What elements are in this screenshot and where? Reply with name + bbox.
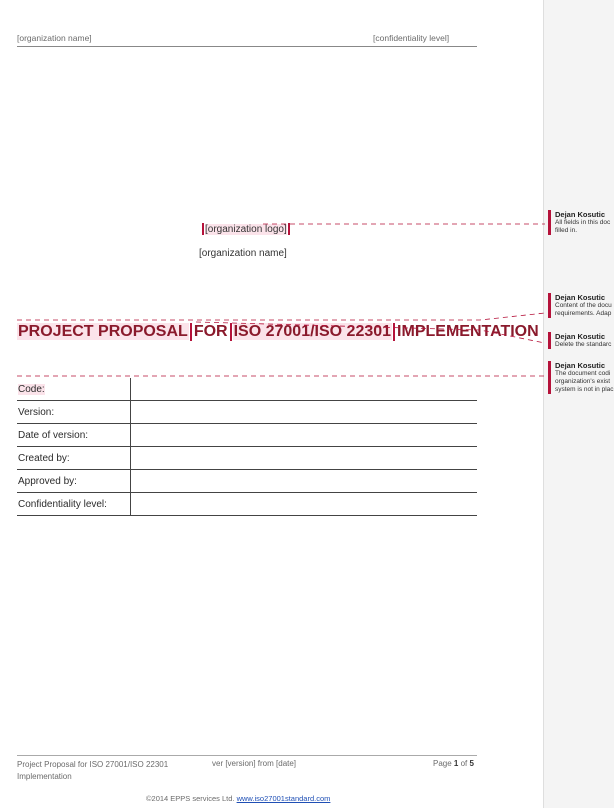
version-value-cell[interactable] xyxy=(131,401,478,424)
code-value-cell[interactable] xyxy=(131,378,478,401)
created-by-label: Created by: xyxy=(17,447,131,470)
comment-author: Dejan Kosutic xyxy=(555,293,606,302)
footer-version: ver [version] from [date] xyxy=(212,759,297,768)
table-row xyxy=(17,378,477,401)
copyright-notice xyxy=(146,794,330,803)
page-total: 5 xyxy=(469,759,474,768)
comment-author: Dejan Kosutic xyxy=(555,361,606,370)
title-part-project-proposal: PROJECT PROPOSAL xyxy=(18,323,188,340)
date-of-version-value-cell[interactable] xyxy=(131,424,478,447)
comment-text: requirements. Adap xyxy=(555,310,612,317)
header-divider xyxy=(17,46,477,47)
footer-divider xyxy=(17,755,477,756)
table-row xyxy=(17,424,477,447)
comment-balloon-4[interactable] xyxy=(548,361,614,394)
header-organization-name: [organization name] xyxy=(17,33,92,43)
title-part-standards: ISO 27001/ISO 22301 xyxy=(233,323,392,340)
table-row xyxy=(17,470,477,493)
organization-name-placeholder[interactable]: [organization name] xyxy=(199,248,287,259)
footer-document-title: Project Proposal for ISO 27001/ISO 22301 Implementation xyxy=(17,760,169,781)
copyright-text: ©2014 EPPS services Ltd. xyxy=(146,794,235,803)
version-label: Version: xyxy=(17,401,131,424)
title-part-for: FOR xyxy=(193,323,228,340)
comment-balloon-2[interactable] xyxy=(548,293,614,318)
website-link[interactable]: www.iso27001standard.com xyxy=(236,794,331,803)
organization-logo-placeholder[interactable] xyxy=(201,223,291,235)
page-of: of xyxy=(460,759,468,768)
comment-text: All fields in this doc xyxy=(555,219,611,226)
comment-text: The document codi xyxy=(555,370,611,377)
comment-anchor-marker xyxy=(393,323,395,341)
comment-text: system is not in plac xyxy=(555,386,614,393)
page-current: 1 xyxy=(453,759,459,768)
comment-text: filled in. xyxy=(555,227,578,234)
comment-balloon-3[interactable] xyxy=(548,332,614,349)
confidentiality-level-value-cell[interactable] xyxy=(131,493,478,516)
date-of-version-label: Date of version: xyxy=(17,424,131,447)
comment-text: Content of the docu xyxy=(555,302,612,309)
document-info-table xyxy=(17,378,477,516)
table-row xyxy=(17,401,477,424)
header-confidentiality-level: [confidentiality level] xyxy=(373,33,450,43)
comment-author: Dejan Kosutic xyxy=(555,210,606,219)
table-row xyxy=(17,493,477,516)
comment-anchor-marker xyxy=(288,223,290,235)
comment-anchor-marker xyxy=(190,323,192,341)
comment-anchor-marker xyxy=(202,223,204,235)
document-title xyxy=(17,322,539,342)
created-by-value-cell[interactable] xyxy=(131,447,478,470)
table-row xyxy=(17,447,477,470)
confidentiality-level-label: Confidentiality level: xyxy=(17,493,131,516)
comment-text: Delete the standarc xyxy=(555,341,612,348)
logo-placeholder-text: [organization logo] xyxy=(205,223,287,235)
comment-balloon-1[interactable] xyxy=(548,210,614,235)
comment-anchor-marker xyxy=(230,323,232,341)
approved-by-value-cell[interactable] xyxy=(131,470,478,493)
page-prefix: Page xyxy=(433,759,452,768)
comment-text: organization's exist xyxy=(555,378,611,385)
code-label xyxy=(17,378,131,401)
comment-author: Dejan Kosutic xyxy=(555,332,606,341)
comments-margin-pane xyxy=(543,0,614,808)
footer-page-number xyxy=(433,759,474,768)
title-part-implementation: IMPLEMENTATION xyxy=(397,323,539,340)
approved-by-label: Approved by: xyxy=(17,470,131,493)
code-label-text: Code: xyxy=(18,383,45,395)
